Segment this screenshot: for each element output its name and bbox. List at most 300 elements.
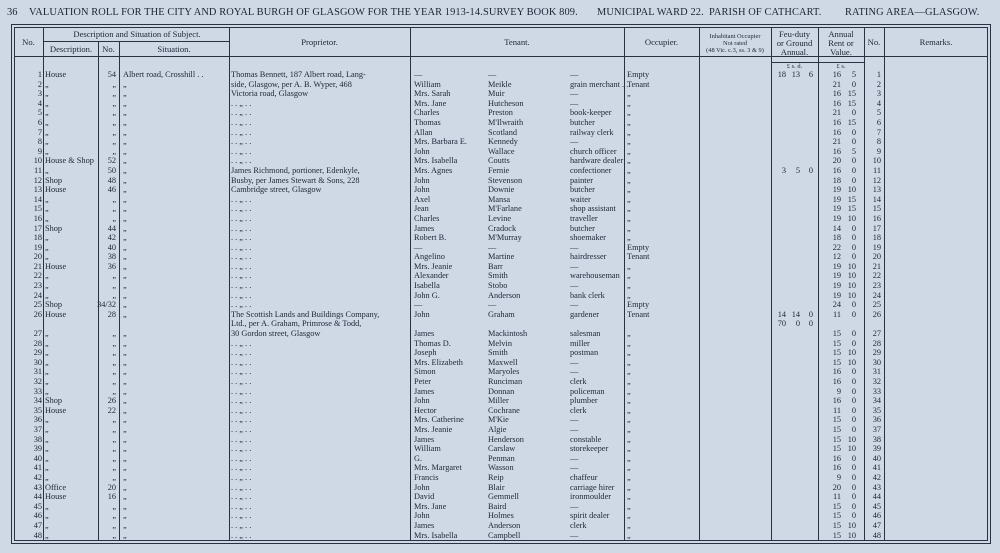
rent-shillings: 10 <box>847 281 856 291</box>
tenant-surname: Levine <box>488 213 512 223</box>
table-row <box>0 233 1000 243</box>
tenant-occupation: butcher <box>570 223 595 233</box>
situation: „ <box>123 367 127 377</box>
occupier: „ <box>627 281 631 291</box>
col-header-desc-group: Description and Situation of Subject. <box>73 29 201 39</box>
proprietor: . . „ . . <box>231 377 252 386</box>
description: „ <box>45 434 49 444</box>
rent-shillings: 0 <box>851 472 856 482</box>
street-number: 50 <box>107 165 116 175</box>
proprietor: . . „ . . <box>231 530 252 540</box>
table-row <box>0 281 1000 291</box>
feu-pence: 0 <box>808 165 813 175</box>
col-header-situation: Situation. <box>157 44 191 54</box>
situation: „ <box>123 482 127 492</box>
entry-number-right: 29 <box>872 348 881 358</box>
occupier: „ <box>627 453 631 463</box>
street-number: „ <box>112 424 116 434</box>
entry-number-right: 45 <box>872 501 881 511</box>
street-number: „ <box>112 501 116 511</box>
tenant-surname: Anderson <box>488 290 521 300</box>
rent-shillings: 10 <box>847 213 856 223</box>
table-row <box>0 339 1000 349</box>
tenant-surname: — <box>488 300 497 310</box>
occupier: „ <box>627 405 631 415</box>
rent-shillings: 0 <box>851 242 856 252</box>
entry-number: 13 <box>33 185 42 195</box>
tenant-forename: James <box>414 386 435 396</box>
tenant-occupation: — <box>570 300 579 310</box>
tenant-occupation: railway clerk <box>570 127 614 137</box>
tenant-surname: Preston <box>488 108 513 118</box>
tenant-occupation: — <box>570 424 579 434</box>
entry-number-right: 15 <box>872 204 881 214</box>
rent-pounds: 11 <box>833 492 841 502</box>
street-number: „ <box>112 127 116 137</box>
entry-number: 12 <box>33 175 42 185</box>
table-row <box>0 224 1000 234</box>
entry-number-right: 3 <box>876 89 881 99</box>
rent-shillings: 0 <box>851 501 856 511</box>
proprietor: . . „ . . <box>231 434 252 444</box>
tenant-occupation: butcher <box>570 185 595 195</box>
situation: „ <box>123 156 127 166</box>
tenant-occupation: salesman <box>570 329 601 339</box>
occupier: „ <box>627 117 631 127</box>
situation: „ <box>123 348 127 358</box>
situation: „ <box>123 463 127 473</box>
tenant-occupation: traveller <box>570 213 598 223</box>
entry-number: 34 <box>33 396 42 406</box>
proprietor: . . „ . . <box>231 472 252 482</box>
tenant-surname: Maryoles <box>488 367 520 377</box>
feu-pounds: 18 <box>777 70 786 79</box>
occupier: „ <box>627 108 631 118</box>
rent-pounds: 16 <box>832 367 841 377</box>
rent-pounds: 19 <box>832 290 841 300</box>
rent-pounds: 9 <box>836 472 841 482</box>
tenant-occupation: waiter <box>570 194 591 204</box>
tenant-forename: Mrs. Jeanie <box>414 261 453 271</box>
entry-number: 5 <box>37 108 42 118</box>
col-header-tenant: Tenant. <box>504 37 530 47</box>
entry-number-right: 12 <box>872 175 881 185</box>
rent-shillings: 5 <box>851 146 856 156</box>
street-number: „ <box>112 98 116 108</box>
table-row <box>0 435 1000 445</box>
tenant-surname: Stobo <box>488 281 508 291</box>
tenant-forename: John <box>414 146 430 156</box>
occupier: „ <box>627 146 631 156</box>
tenant-occupation: butcher <box>570 117 595 127</box>
proprietor: . . „ . . <box>231 290 252 300</box>
feu-pence: 0 <box>808 309 813 319</box>
description: „ <box>45 204 49 214</box>
situation: „ <box>123 89 127 99</box>
tenant-surname: M'Farlane <box>488 204 522 214</box>
feu-pounds: 70 <box>777 319 786 329</box>
rent-pounds: 16 <box>832 70 841 79</box>
entry-number-right: 27 <box>872 329 881 339</box>
entry-number: 14 <box>33 194 42 204</box>
rent-pounds: 21 <box>832 79 841 89</box>
proprietor: . . „ . . <box>231 242 252 252</box>
feu-shillings: 5 <box>795 165 800 175</box>
proprietor: Busby, per James Stewart & Sons, 228 <box>231 175 360 185</box>
proprietor: . . „ . . <box>231 127 252 137</box>
col-header-no-2: No. <box>867 37 881 47</box>
situation: Albert road, Crosshill . . <box>123 70 204 79</box>
entry-number-right: 43 <box>872 482 881 492</box>
entry-number: 7 <box>37 127 42 137</box>
lsd-rent-label: £ s. <box>836 63 846 70</box>
occupier: Empty <box>627 70 650 79</box>
tenant-forename: — <box>414 242 423 252</box>
street-number: „ <box>112 329 116 339</box>
entry-number-right: 16 <box>872 213 881 223</box>
entry-number: 1 <box>37 70 42 79</box>
proprietor: . . „ . . <box>231 252 252 262</box>
occupier: „ <box>627 482 631 492</box>
tenant-forename: — <box>414 300 423 310</box>
tenant-forename: Thomas <box>414 117 441 127</box>
tenant-surname: Donnan <box>488 386 515 396</box>
tenant-forename: James <box>414 434 435 444</box>
table-row <box>0 502 1000 512</box>
situation: „ <box>123 424 127 434</box>
tenant-surname: Blair <box>488 482 505 492</box>
rent-shillings: 10 <box>847 271 856 281</box>
entry-number-right: 21 <box>872 261 881 271</box>
entry-number-right: 32 <box>872 377 881 386</box>
entry-number-right: 9 <box>876 146 881 156</box>
tenant-occupation: — <box>570 415 579 425</box>
occupier: „ <box>627 204 631 214</box>
description: „ <box>45 194 49 204</box>
description: „ <box>45 357 49 367</box>
description: „ <box>45 338 49 348</box>
street-number: „ <box>112 472 116 482</box>
description: „ <box>45 329 49 339</box>
tenant-forename: John <box>414 309 430 319</box>
street-number: 38 <box>107 252 116 262</box>
entry-number-right: 36 <box>872 415 881 425</box>
description: „ <box>45 463 49 473</box>
table-row <box>0 367 1000 377</box>
tenant-surname: — <box>488 242 497 252</box>
situation: „ <box>123 511 127 521</box>
tenant-occupation: hairdresser <box>570 252 607 262</box>
entry-number: 42 <box>33 472 42 482</box>
table-row <box>0 108 1000 118</box>
entry-number: 31 <box>33 367 42 377</box>
entry-number: 46 <box>33 511 42 521</box>
entry-number-right: 48 <box>872 530 881 540</box>
table-row <box>0 492 1000 502</box>
occupier: „ <box>627 348 631 358</box>
tenant-surname: Holmes <box>488 511 514 521</box>
occupier: Tenant <box>627 252 650 262</box>
street-number: „ <box>112 146 116 156</box>
entry-number-right: 17 <box>872 223 881 233</box>
rent-pounds: 15 <box>832 511 841 521</box>
entry-number-right: 40 <box>872 453 881 463</box>
table-row <box>0 176 1000 186</box>
col-header-inhabitant-2: Not rated <box>723 40 747 47</box>
entry-number: 30 <box>33 357 42 367</box>
tenant-surname: Miller <box>488 396 509 406</box>
occupier: „ <box>627 415 631 425</box>
rent-pounds: 15 <box>832 329 841 339</box>
tenant-surname: Algie <box>488 424 507 434</box>
table-row <box>0 358 1000 368</box>
proprietor: . . „ . . <box>231 156 252 166</box>
proprietor: Thomas Bennett, 187 Albert road, Lang- <box>231 70 366 79</box>
tenant-surname: Graham <box>488 309 515 319</box>
rent-pounds: 15 <box>832 424 841 434</box>
rent-pounds: 20 <box>832 156 841 166</box>
tenant-surname: Cradock <box>488 223 517 233</box>
table-row <box>0 89 1000 99</box>
occupier: „ <box>627 377 631 386</box>
table-row <box>0 80 1000 90</box>
col-header-inhabitant-1: Inhabitant Occupier <box>709 33 761 40</box>
occupier: „ <box>627 194 631 204</box>
rent-shillings: 10 <box>847 444 856 454</box>
entry-number-right: 34 <box>872 396 881 406</box>
col-header-feu-1: Feu-duty <box>778 29 811 39</box>
entry-number: 28 <box>33 338 42 348</box>
rent-pounds: 18 <box>832 175 841 185</box>
tenant-occupation: — <box>570 137 579 147</box>
description: „ <box>45 213 49 223</box>
tenant-occupation: storekeeper <box>570 444 609 454</box>
proprietor: The Scottish Lands and Buildings Company, <box>231 309 380 319</box>
entry-number-right: 14 <box>872 194 881 204</box>
col-header-proprietor: Proprietor. <box>301 37 338 47</box>
tenant-forename: Mrs. Sarah <box>414 89 451 99</box>
description: House <box>45 492 67 502</box>
situation: „ <box>123 357 127 367</box>
rent-pounds: 16 <box>832 127 841 137</box>
tenant-surname: Muir <box>488 89 505 99</box>
entry-number: 15 <box>33 204 42 214</box>
proprietor: . . „ . . <box>231 271 252 281</box>
col-header-rent-1: Annual <box>828 29 854 39</box>
entry-number-right: 28 <box>872 338 881 348</box>
occupier: „ <box>627 463 631 473</box>
tenant-forename: Mrs. Barbara E. <box>414 137 467 147</box>
tenant-surname: Wasson <box>488 463 514 473</box>
entry-number-right: 18 <box>872 233 881 243</box>
tenant-forename: William <box>414 79 441 89</box>
occupier: Empty <box>627 242 650 252</box>
tenant-occupation: plumber <box>570 396 598 406</box>
occupier: „ <box>627 98 631 108</box>
entry-number: 23 <box>33 281 42 291</box>
rent-pounds: 19 <box>832 281 841 291</box>
tenant-occupation: hardware dealer <box>570 156 624 166</box>
tenant-occupation: clerk <box>570 520 587 530</box>
situation: „ <box>123 386 127 396</box>
tenant-occupation: painter <box>570 175 594 185</box>
rent-shillings: 0 <box>851 367 856 377</box>
situation: „ <box>123 444 127 454</box>
description: „ <box>45 424 49 434</box>
description: House <box>45 309 67 319</box>
tenant-forename: John <box>414 185 430 195</box>
col-header-no: No. <box>22 37 35 47</box>
proprietor: . . „ . . <box>231 338 252 348</box>
street-number: „ <box>112 194 116 204</box>
street-number: 36 <box>107 261 116 271</box>
tenant-surname: Mackintosh <box>488 329 528 339</box>
street-number: 44 <box>107 223 116 233</box>
proprietor: . . „ . . <box>231 108 252 118</box>
situation: „ <box>123 453 127 463</box>
rent-shillings: 0 <box>851 482 856 492</box>
entry-number: 40 <box>33 453 42 463</box>
entry-number: 11 <box>34 165 42 175</box>
entry-number-right: 38 <box>872 434 881 444</box>
entry-number-right: 20 <box>872 252 881 262</box>
entry-number-right: 33 <box>872 386 881 396</box>
rent-shillings: 0 <box>851 300 856 310</box>
proprietor: side, Glasgow, per A. B. Wyper, 468 <box>231 79 352 89</box>
street-number: „ <box>112 204 116 214</box>
tenant-occupation: shop assistant <box>570 204 616 214</box>
street-number: „ <box>112 367 116 377</box>
entry-number-right: 5 <box>876 108 881 118</box>
rent-shillings: 10 <box>847 348 856 358</box>
tenant-forename: John <box>414 482 430 492</box>
street-number: 16 <box>107 492 116 502</box>
entry-number: 39 <box>33 444 42 454</box>
street-number: „ <box>112 415 116 425</box>
table-row <box>0 300 1000 310</box>
tenant-surname: Penman <box>488 453 515 463</box>
rent-shillings: 10 <box>847 530 856 540</box>
table-row <box>0 444 1000 454</box>
rent-shillings: 15 <box>847 204 856 214</box>
tenant-occupation: confectioner <box>570 165 612 175</box>
situation: „ <box>123 415 127 425</box>
occupier: Tenant <box>627 309 650 319</box>
page-title: VALUATION ROLL FOR THE CITY AND ROYAL BURGH OF GLASGOW FOR THE YEAR 1913-14. <box>29 7 483 18</box>
tenant-forename: Axel <box>414 194 431 204</box>
street-number: „ <box>112 453 116 463</box>
tenant-occupation: — <box>570 70 579 79</box>
entry-number: 29 <box>33 348 42 358</box>
proprietor: . . „ . . <box>231 194 252 204</box>
street-number: „ <box>112 463 116 473</box>
rent-pounds: 16 <box>832 89 841 99</box>
table-row <box>0 310 1000 320</box>
entry-number-right: 13 <box>872 185 881 195</box>
tenant-surname: Coutts <box>488 156 510 166</box>
proprietor: . . „ . . <box>231 223 252 233</box>
description: „ <box>45 165 49 175</box>
tenant-surname: Smith <box>488 348 508 358</box>
table-row <box>0 425 1000 435</box>
entry-number: 6 <box>37 117 42 127</box>
entry-number: 22 <box>33 271 42 281</box>
rent-shillings: 10 <box>847 520 856 530</box>
rent-shillings: 15 <box>847 98 856 108</box>
street-number: „ <box>112 281 116 291</box>
occupier: Tenant <box>627 79 650 89</box>
description: House <box>45 70 67 79</box>
description: „ <box>45 377 49 386</box>
occupier: „ <box>627 367 631 377</box>
entry-number-right: 19 <box>872 242 881 252</box>
table-row <box>0 415 1000 425</box>
rent-shillings: 0 <box>851 463 856 473</box>
table-row <box>0 128 1000 138</box>
col-header-rent-3: Value. <box>830 47 852 57</box>
occupier: „ <box>627 271 631 281</box>
street-number: „ <box>112 520 116 530</box>
tenant-surname: Wallace <box>488 146 515 156</box>
entry-number-right: 41 <box>872 463 881 473</box>
occupier: Empty <box>627 300 650 310</box>
table-row <box>0 463 1000 473</box>
rent-shillings: 15 <box>847 194 856 204</box>
street-number: 28 <box>107 309 116 319</box>
description: „ <box>45 127 49 137</box>
description: „ <box>45 530 49 540</box>
description: „ <box>45 520 49 530</box>
rent-shillings: 0 <box>851 127 856 137</box>
proprietor: 30 Gordon street, Glasgow <box>231 329 321 339</box>
entry-number: 3 <box>37 89 42 99</box>
street-number: 22 <box>107 405 116 415</box>
situation: „ <box>123 492 127 502</box>
proprietor: . . „ . . <box>231 396 252 406</box>
tenant-surname: Stevenson <box>488 175 523 185</box>
rent-pounds: 19 <box>832 213 841 223</box>
tenant-surname: — <box>488 70 497 79</box>
entry-number: 24 <box>33 290 42 300</box>
situation: „ <box>123 79 127 89</box>
table-row <box>0 195 1000 205</box>
table-row <box>0 118 1000 128</box>
description: „ <box>45 444 49 454</box>
rent-pounds: 19 <box>832 204 841 214</box>
street-number: 46 <box>107 185 116 195</box>
occupier: „ <box>627 396 631 406</box>
rent-shillings: 15 <box>847 117 856 127</box>
situation: „ <box>123 309 127 319</box>
rent-shillings: 15 <box>847 89 856 99</box>
feu-pounds: 14 <box>777 309 786 319</box>
rent-shillings: 0 <box>851 377 856 386</box>
entry-number-right: 30 <box>872 357 881 367</box>
tenant-occupation: — <box>570 261 579 271</box>
situation: „ <box>123 117 127 127</box>
municipal-ward: MUNICIPAL WARD 22. <box>597 7 704 18</box>
description: „ <box>45 233 49 243</box>
table-row <box>0 166 1000 176</box>
rent-pounds: 21 <box>832 137 841 147</box>
situation: „ <box>123 271 127 281</box>
description: „ <box>45 511 49 521</box>
street-number: „ <box>112 271 116 281</box>
tenant-forename: Hector <box>414 405 437 415</box>
tenant-forename: John <box>414 175 430 185</box>
tenant-forename: Mrs. Catherine <box>414 415 464 425</box>
entry-number: 17 <box>33 223 42 233</box>
